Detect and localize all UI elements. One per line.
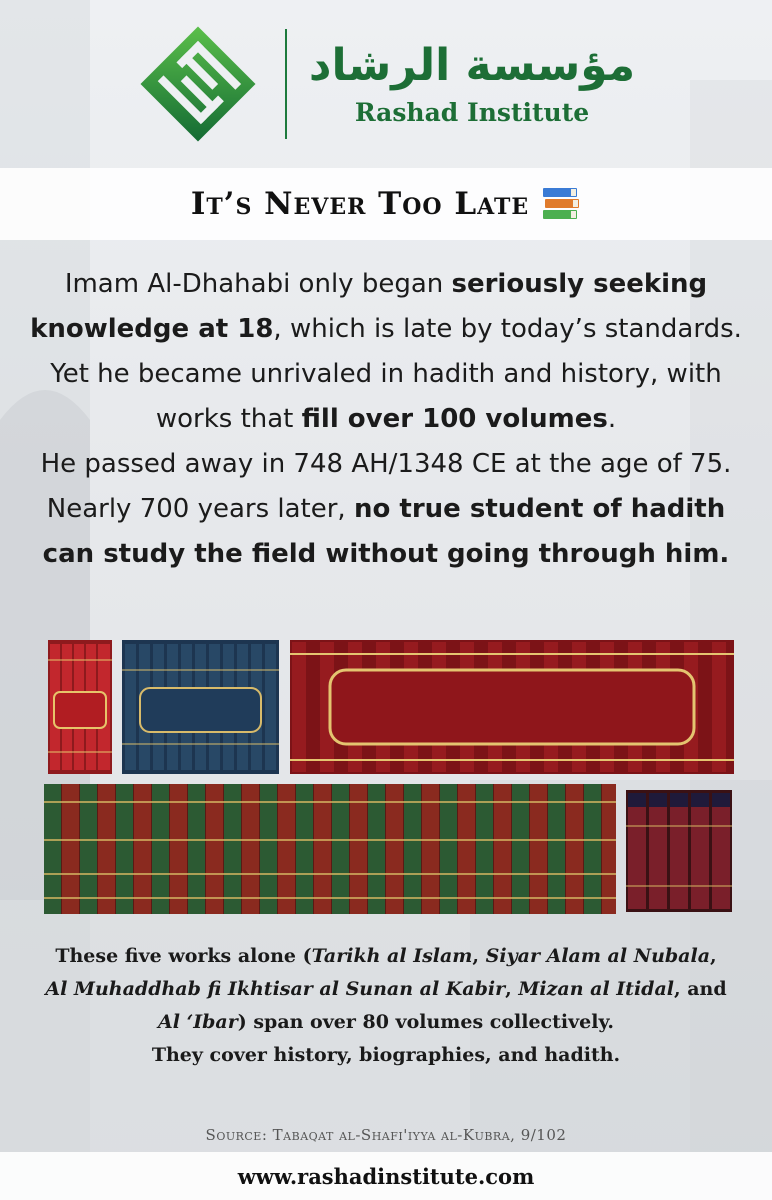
footer bbox=[0, 1152, 772, 1200]
book-set-image bbox=[48, 640, 112, 774]
caption-run: , bbox=[505, 978, 519, 1000]
brand bbox=[309, 41, 635, 127]
book-set-image bbox=[290, 640, 734, 774]
brand-arabic-name: مؤسسة الرشاد bbox=[308, 40, 636, 92]
caption-run: , bbox=[710, 945, 717, 967]
main-text-bold: seriously seeking knowledge at 18 bbox=[30, 269, 708, 344]
caption-run: , bbox=[472, 945, 486, 967]
header bbox=[0, 0, 772, 168]
work-title: Tarikh al Islam bbox=[311, 945, 473, 967]
main-text-run: Nearly 700 years later, bbox=[46, 494, 354, 524]
main-text bbox=[20, 262, 752, 577]
work-title: Mizan al Itidal bbox=[518, 978, 674, 1000]
main-text-bold: fill over 100 volumes bbox=[301, 404, 608, 434]
rashad-logo-icon bbox=[137, 23, 259, 145]
caption-line: They cover history, biographies, and hadith. bbox=[151, 1044, 621, 1066]
work-title: Siyar Alam al Nubala bbox=[485, 945, 711, 967]
website-link[interactable]: www.rashadinstitute.com bbox=[237, 1163, 535, 1189]
books-icon bbox=[541, 186, 581, 222]
main-text-run: , which is late by today’s standards. Yet he became unrivaled in hadith and history, with works that bbox=[50, 314, 742, 434]
main-text-line: He passed away in 748 AH/1348 CE at the age of 75. bbox=[40, 449, 732, 479]
caption bbox=[30, 940, 742, 1072]
main-text-bold: no true student of hadith can study the field without going through him. bbox=[42, 494, 730, 569]
caption-run: These five works alone ( bbox=[55, 945, 312, 967]
main-text-run: . bbox=[607, 404, 617, 434]
caption-run: , and bbox=[674, 978, 727, 1000]
book-set-image bbox=[626, 790, 732, 912]
title-band bbox=[0, 168, 772, 240]
work-title: Al Muhaddhab fi Ikhtisar al Sunan al Kabir bbox=[45, 978, 506, 1000]
source-citation: Source: Tabaqat al-Shafi'iyya al-Kubra, 9/102 bbox=[205, 1126, 567, 1144]
page-title: It’s Never Too Late bbox=[190, 186, 530, 222]
work-title: Al ‘Ibar bbox=[158, 1011, 238, 1033]
book-set-image bbox=[44, 784, 616, 914]
header-divider bbox=[285, 29, 287, 139]
book-set-image bbox=[122, 640, 279, 774]
brand-english-name: Rashad Institute bbox=[354, 97, 590, 127]
main-text-run: Imam Al-Dhahabi only began bbox=[64, 269, 452, 299]
caption-run: ) span over 80 volumes collectively. bbox=[237, 1011, 614, 1033]
